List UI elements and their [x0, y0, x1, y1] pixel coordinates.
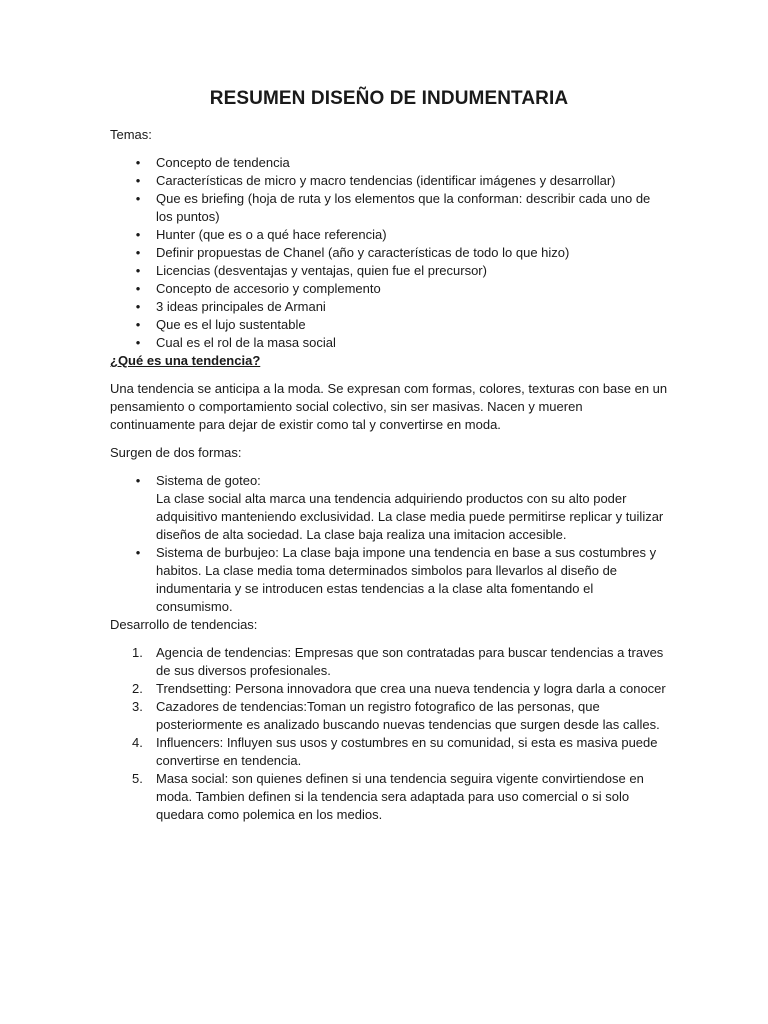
- forms-list: [110, 472, 668, 616]
- list-item: • Características de micro y macro tendencias (identificar imágenes y desarrollar): [110, 172, 668, 190]
- list-item: [110, 472, 668, 544]
- bullet-icon: •: [135, 173, 141, 188]
- list-item: • Hunter (que es o a qué hace referencia): [110, 226, 668, 244]
- list-item: • Que es el lujo sustentable: [110, 316, 668, 334]
- item-number: 2.: [132, 681, 143, 696]
- intro-paragraph: Una tendencia se anticipa a la moda. Se expresan com formas, colores, texturas con base en un pensamiento o comportamiento social colectivo, sin ser masivas. Nacen y mueren continuamente para dejar de existir como tal y convertirse en moda.: [110, 381, 668, 432]
- topics-list: [110, 154, 668, 352]
- list-item: [110, 544, 668, 616]
- forms-label: Surgen de dos formas:: [110, 445, 242, 460]
- bullet-icon: •: [135, 473, 141, 488]
- bullet-icon: •: [135, 227, 141, 242]
- item-number: 3.: [132, 699, 143, 714]
- bullet-icon: •: [135, 155, 141, 170]
- bullet-icon: •: [135, 263, 141, 278]
- bullet-icon: •: [135, 299, 141, 314]
- list-item: 2. Trendsetting: Persona innovadora que crea una nueva tendencia y logra darla a conocer: [132, 681, 666, 696]
- list-item: • Cual es el rol de la masa social: [110, 334, 668, 352]
- list-item: • Licencias (desventajas y ventajas, quien fue el precursor): [110, 262, 668, 280]
- list-item: • Que es briefing (hoja de ruta y los elementos que la conforman: describir cada uno de los puntos): [110, 190, 668, 226]
- item-number: 5.: [132, 771, 143, 786]
- section-heading: ¿Qué es una tendencia?: [110, 353, 261, 368]
- bullet-icon: •: [135, 191, 141, 206]
- form-text: Sistema de burbujeo: La clase baja impone una tendencia en base a sus costumbres y habitos. La clase media toma determinados simbolos para llevarlos al diseño de indumentaria y se introducen estas tendencias a la clase alta fomentando el consumismo.: [156, 545, 657, 614]
- list-item: • Concepto de tendencia: [110, 154, 668, 172]
- list-item: 1. Agencia de tendencias: Empresas que son contratadas para buscar tendencias a traves de sus diversos profesionales.: [132, 645, 664, 678]
- bullet-icon: •: [135, 335, 141, 350]
- list-item: • 3 ideas principales de Armani: [110, 298, 668, 316]
- development-label: Desarrollo de tendencias:: [110, 617, 258, 632]
- item-number: 1.: [132, 645, 143, 660]
- form-text: La clase social alta marca una tendencia adquiriendo productos con su alto poder adquisitivo manteniendo exclusividad. La clase media puede permitirse replicar y tuilizar diseños de alta sociedad. La clase baja realiza una imitacion accesible.: [156, 491, 664, 542]
- list-item: 3. Cazadores de tendencias:Toman un registro fotografico de las personas, que posteriormente es analizado buscando nuevas tendencias que surgen desde las calles.: [132, 699, 660, 732]
- bullet-icon: •: [135, 545, 141, 560]
- list-item: • Concepto de accesorio y complemento: [110, 280, 668, 298]
- list-item: 5. Masa social: son quienes definen si una tendencia seguira vigente convirtiendose en moda. Tambien definen si la tendencia sera adaptada para uso comercial o si solo quedara como polemica en los medios.: [132, 771, 644, 822]
- list-item: 4. Influencers: Influyen sus usos y costumbres en su comunidad, si esta es masiva puede convertirse en tendencia.: [132, 735, 658, 768]
- bullet-icon: •: [135, 281, 141, 296]
- bullet-icon: •: [135, 245, 141, 260]
- bullet-icon: •: [135, 317, 141, 332]
- document-title: RESUMEN DISEÑO DE INDUMENTARIA: [209, 88, 569, 109]
- form-title: Sistema de goteo:: [156, 473, 261, 488]
- item-number: 4.: [132, 735, 143, 750]
- temas-label: Temas:: [110, 127, 152, 142]
- development-list: [110, 644, 668, 824]
- list-item: • Definir propuestas de Chanel (año y características de todo lo que hizo): [110, 244, 668, 262]
